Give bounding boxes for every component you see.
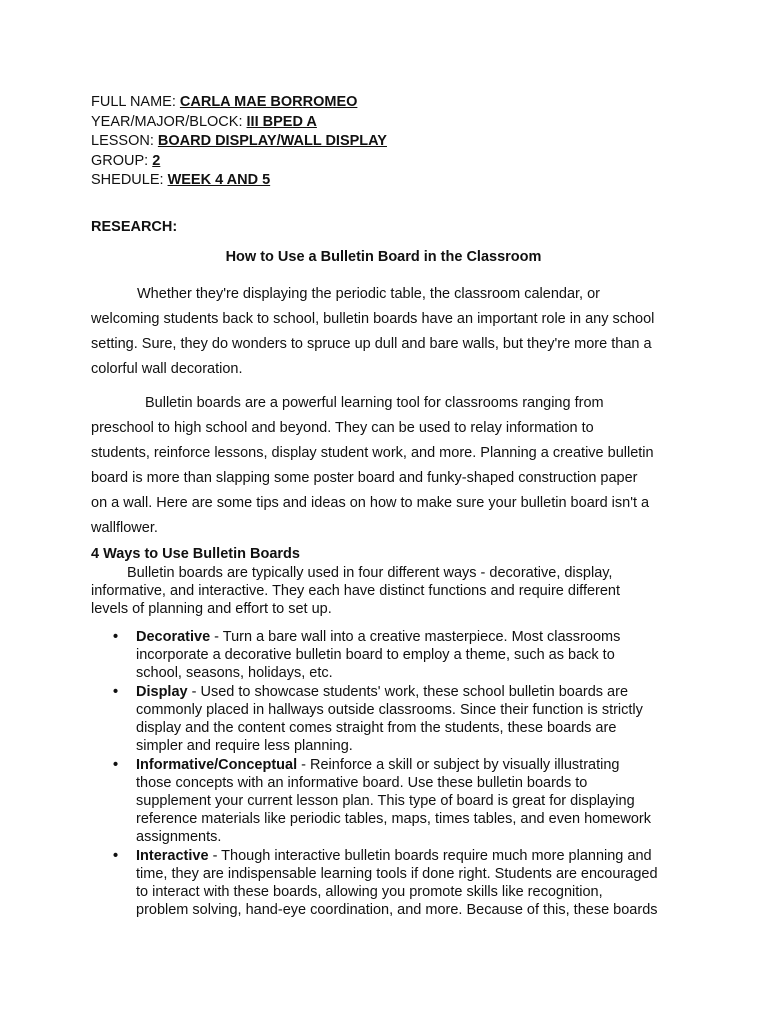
bullet-line: incorporate a decorative bulletin board to employ a theme, such as back to xyxy=(136,647,615,663)
bullet-icon: • xyxy=(113,848,119,864)
field-value: III BPED A xyxy=(246,113,317,130)
bullet-icon: • xyxy=(113,629,119,645)
bullet-text: - Reinforce a skill or subject by visually illustrating xyxy=(297,757,620,773)
bullet-line: problem solving, hand-eye coordination, and more. Because of this, these boards xyxy=(136,902,658,918)
bullet-line: those concepts with an informative board. Use these bulletin boards to xyxy=(136,775,588,791)
field-label: YEAR/MAJOR/BLOCK: xyxy=(91,113,247,130)
bullet-line: supplement your current lesson plan. This type of board is great for displaying xyxy=(136,793,635,809)
bullet-item-decorative xyxy=(91,628,691,682)
research-heading: RESEARCH: xyxy=(91,219,178,235)
bullet-first-line xyxy=(136,683,691,701)
field-value: WEEK 4 AND 5 xyxy=(167,172,271,188)
student-info-header xyxy=(91,93,387,191)
bullet-line: time, they are indispensable learning tools if done right. Students are encouraged xyxy=(136,866,658,882)
field-value: BOARD DISPLAY/WALL DISPLAY xyxy=(157,133,387,149)
bullet-line: commonly placed in hallways outside classrooms. Since their function is strictly xyxy=(136,702,643,718)
year-major-block-row xyxy=(91,113,387,133)
field-label: SHEDULE: xyxy=(91,172,168,188)
paragraph-line: welcoming students back to school, bulletin boards have an important role in any school xyxy=(91,311,655,327)
article-title: How to Use a Bulletin Board in the Classroom xyxy=(225,249,542,265)
intro-line: informative, and interactive. They each have distinct functions and require different xyxy=(91,583,621,599)
section-intro xyxy=(91,564,691,618)
paragraph-line: on a wall. Here are some tips and ideas on how to make sure your bulletin board isn't a xyxy=(91,495,650,511)
bullet-icon: • xyxy=(113,757,119,773)
bullet-line: assignments. xyxy=(136,829,222,845)
paragraph-line: students, reinforce lessons, display student work, and more. Planning a creative bulletin xyxy=(91,445,654,461)
bullet-item-display xyxy=(91,683,691,755)
bullet-text: - Turn a bare wall into a creative masterpiece. Most classrooms xyxy=(210,629,621,645)
section-heading: 4 Ways to Use Bulletin Boards xyxy=(91,546,300,562)
bullet-text: - Though interactive bulletin boards require much more planning and xyxy=(208,848,652,864)
bullet-term: Interactive xyxy=(136,848,209,864)
full-name-row xyxy=(91,93,387,113)
bullet-term: Informative/Conceptual xyxy=(136,757,298,773)
bullet-first-line xyxy=(136,847,691,865)
bullet-line: school, seasons, holidays, etc. xyxy=(136,665,333,681)
bullet-line: simpler and require less planning. xyxy=(136,738,353,754)
paragraph-line: Bulletin boards are a powerful learning tool for classrooms ranging from xyxy=(145,395,604,411)
paragraph-line: Whether they're displaying the periodic table, the classroom calendar, or xyxy=(137,286,600,302)
group-row xyxy=(91,152,387,172)
bullet-line: display and the content comes straight from the students, these boards are xyxy=(136,720,617,736)
bullet-term: Display xyxy=(136,684,188,700)
field-label: GROUP: xyxy=(91,152,153,169)
intro-line: Bulletin boards are typically used in four different ways - decorative, display, xyxy=(127,565,613,581)
paragraph-2 xyxy=(91,391,683,541)
lesson-row xyxy=(91,132,387,152)
bullet-first-line xyxy=(136,756,691,774)
paragraph-1 xyxy=(91,282,683,382)
bullet-line: to interact with these boards, allowing you promote skills like recognition, xyxy=(136,884,603,900)
bullet-term: Decorative xyxy=(136,629,211,645)
paragraph-line: board is more than slapping some poster board and funky-shaped construction paper xyxy=(91,470,638,486)
bullet-first-line xyxy=(136,628,691,646)
paragraph-line: colorful wall decoration. xyxy=(91,361,243,377)
field-value: 2 xyxy=(152,152,161,169)
field-label: FULL NAME: xyxy=(91,94,180,110)
field-value: CARLA MAE BORROMEO xyxy=(179,94,358,110)
bullet-list xyxy=(91,628,691,920)
schedule-row xyxy=(91,171,387,191)
field-label: LESSON: xyxy=(91,133,158,149)
bullet-line: reference materials like periodic tables, maps, times tables, and even homework xyxy=(136,811,651,827)
bullet-text: - Used to showcase students' work, these school bulletin boards are xyxy=(187,684,629,700)
intro-line: levels of planning and effort to set up. xyxy=(91,601,332,617)
bullet-item-informative xyxy=(91,756,691,846)
paragraph-line: preschool to high school and beyond. They can be used to relay information to xyxy=(91,420,594,436)
bullet-item-interactive xyxy=(91,847,691,919)
paragraph-line: wallflower. xyxy=(91,520,158,536)
paragraph-line: setting. Sure, they do wonders to spruce up dull and bare walls, but they're more than a xyxy=(91,336,652,352)
bullet-icon: • xyxy=(113,684,119,700)
